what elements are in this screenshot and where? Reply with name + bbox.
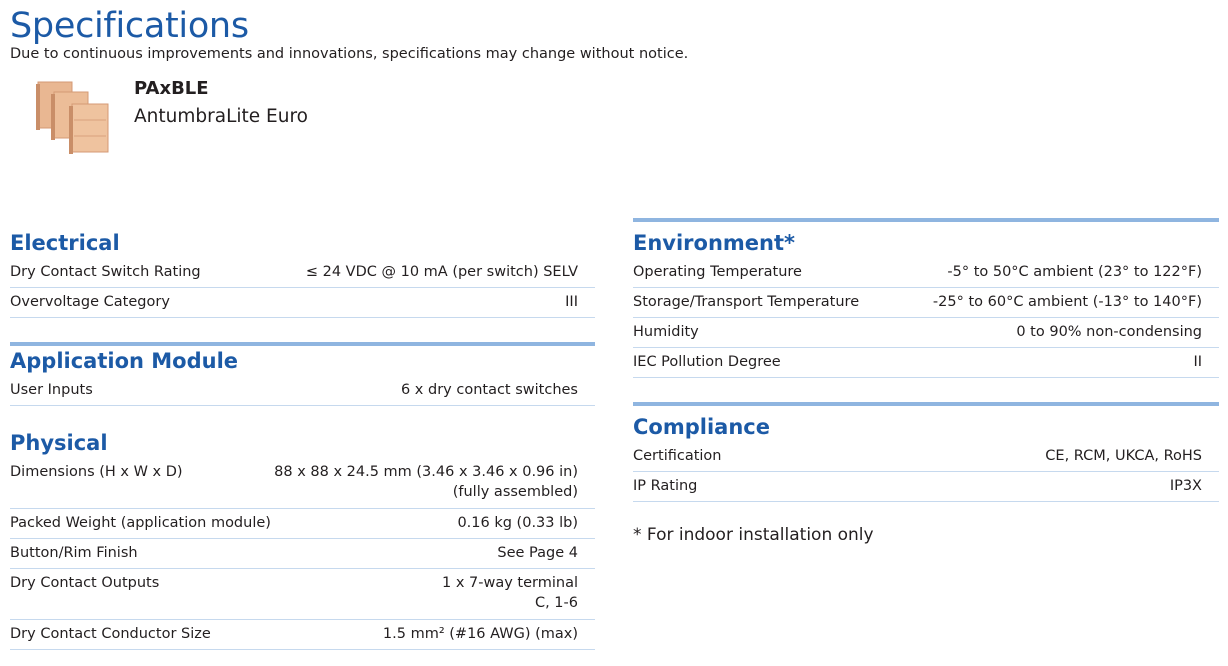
section-title-compliance: Compliance <box>633 415 770 439</box>
spec-value: IP3X <box>1169 478 1202 494</box>
spec-value-line: 88 x 88 x 24.5 mm (3.46 x 3.46 x 0.96 in) <box>274 464 578 480</box>
spec-value-line: C, 1-6 <box>534 595 578 611</box>
spec-row <box>10 258 595 288</box>
spec-value: ≤ 24 VDC @ 10 mA (per switch) SELV <box>305 264 578 280</box>
spec-label: Packed Weight (application module) <box>10 515 271 531</box>
spec-row <box>10 539 595 569</box>
spec-row <box>10 569 595 620</box>
spec-label: IP Rating <box>633 478 698 494</box>
spec-value: 0.16 kg (0.33 lb) <box>457 515 578 531</box>
spec-row <box>10 509 595 539</box>
spec-value: -25° to 60°C ambient (-13° to 140°F) <box>932 294 1202 310</box>
product-name: AntumbraLite Euro <box>134 106 308 127</box>
right-column <box>633 218 1219 546</box>
spec-row <box>633 472 1219 502</box>
spec-label: Dry Contact Outputs <box>10 575 160 591</box>
spec-value <box>442 573 578 613</box>
spec-label: Certification <box>633 448 722 464</box>
spec-label: Operating Temperature <box>633 264 802 280</box>
spec-row <box>633 288 1219 318</box>
spec-row <box>10 288 595 318</box>
section-title-physical: Physical <box>10 431 108 455</box>
spec-value: 1.5 mm² (#16 AWG) (max) <box>382 626 578 642</box>
section-title-electrical: Electrical <box>10 231 120 255</box>
spec-value: 0 to 90% non-condensing <box>1016 324 1202 340</box>
spec-label: Dry Contact Conductor Size <box>10 626 211 642</box>
spec-row <box>10 376 595 406</box>
spec-value: See Page 4 <box>497 545 578 561</box>
product-image <box>36 76 110 156</box>
section-title-application-module: Application Module <box>10 349 239 373</box>
spec-value: III <box>565 294 578 310</box>
spec-value-line: (fully assembled) <box>452 484 578 500</box>
page-subtitle: Due to continuous improvements and innovations, specifications may change without notice. <box>10 46 689 62</box>
footnote: * For indoor installation only <box>633 525 874 545</box>
spec-value-line: 1 x 7-way terminal <box>442 575 578 591</box>
spec-row <box>633 442 1219 472</box>
spec-label: Overvoltage Category <box>10 294 170 310</box>
spec-label: Dry Contact Switch Rating <box>10 264 201 280</box>
spec-value <box>274 462 578 502</box>
spec-row <box>633 258 1219 288</box>
spec-value: CE, RCM, UKCA, RoHS <box>1045 448 1202 464</box>
keypad-panel-front <box>69 104 108 154</box>
spec-row <box>10 620 595 650</box>
product-code: PAxBLE <box>134 78 209 99</box>
left-column <box>10 228 595 650</box>
spec-value: II <box>1193 354 1202 370</box>
spec-label: IEC Pollution Degree <box>633 354 781 370</box>
spec-label: Storage/Transport Temperature <box>633 294 860 310</box>
spec-row <box>10 458 595 509</box>
spec-label: Button/Rim Finish <box>10 545 138 561</box>
page-title: Specifications <box>10 6 249 46</box>
spec-label: Humidity <box>633 324 699 340</box>
spec-value: -5° to 50°C ambient (23° to 122°F) <box>947 264 1202 280</box>
spec-row <box>633 318 1219 348</box>
spec-label: User Inputs <box>10 382 93 398</box>
spec-value: 6 x dry contact switches <box>400 382 578 398</box>
section-title-environment: Environment* <box>633 231 796 255</box>
spec-label: Dimensions (H x W x D) <box>10 464 183 480</box>
spec-row <box>633 348 1219 378</box>
